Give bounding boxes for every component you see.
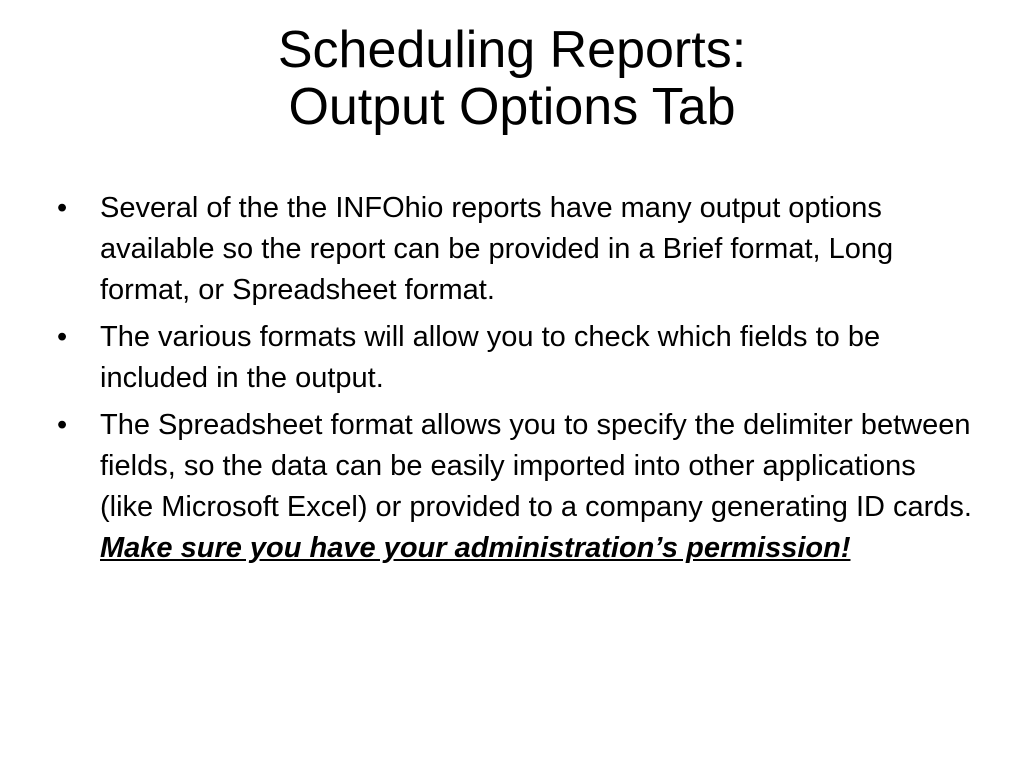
bullet-item-formats: [55, 317, 975, 399]
bullet-icon: •: [57, 409, 68, 441]
bullet-list: [55, 188, 989, 575]
title-line-1: Scheduling Reports:: [277, 21, 747, 79]
bullet-text: The various formats will allow you to check which fields to be included in the output.: [100, 321, 881, 394]
slide-title: [0, 22, 1024, 136]
bullet-icon: •: [57, 192, 68, 224]
bullet-item-spreadsheet: [55, 405, 989, 569]
bullet-icon: •: [57, 321, 68, 353]
permission-warning: Make sure you have your administration’s permission!: [100, 532, 851, 564]
title-line-2: Output Options Tab: [288, 78, 736, 136]
bullet-item-output-options: [55, 188, 975, 311]
bullet-text: Several of the the INFOhio reports have many output options available so the report can be provided in a Brief format, Long format, or Spreadsheet format.: [100, 192, 894, 306]
bullet-text: The Spreadsheet format allows you to specify the delimiter between fields, so the data can be easily imported into other applications (like Microsoft Excel) or provided to a company generating ID cards.: [100, 409, 989, 523]
